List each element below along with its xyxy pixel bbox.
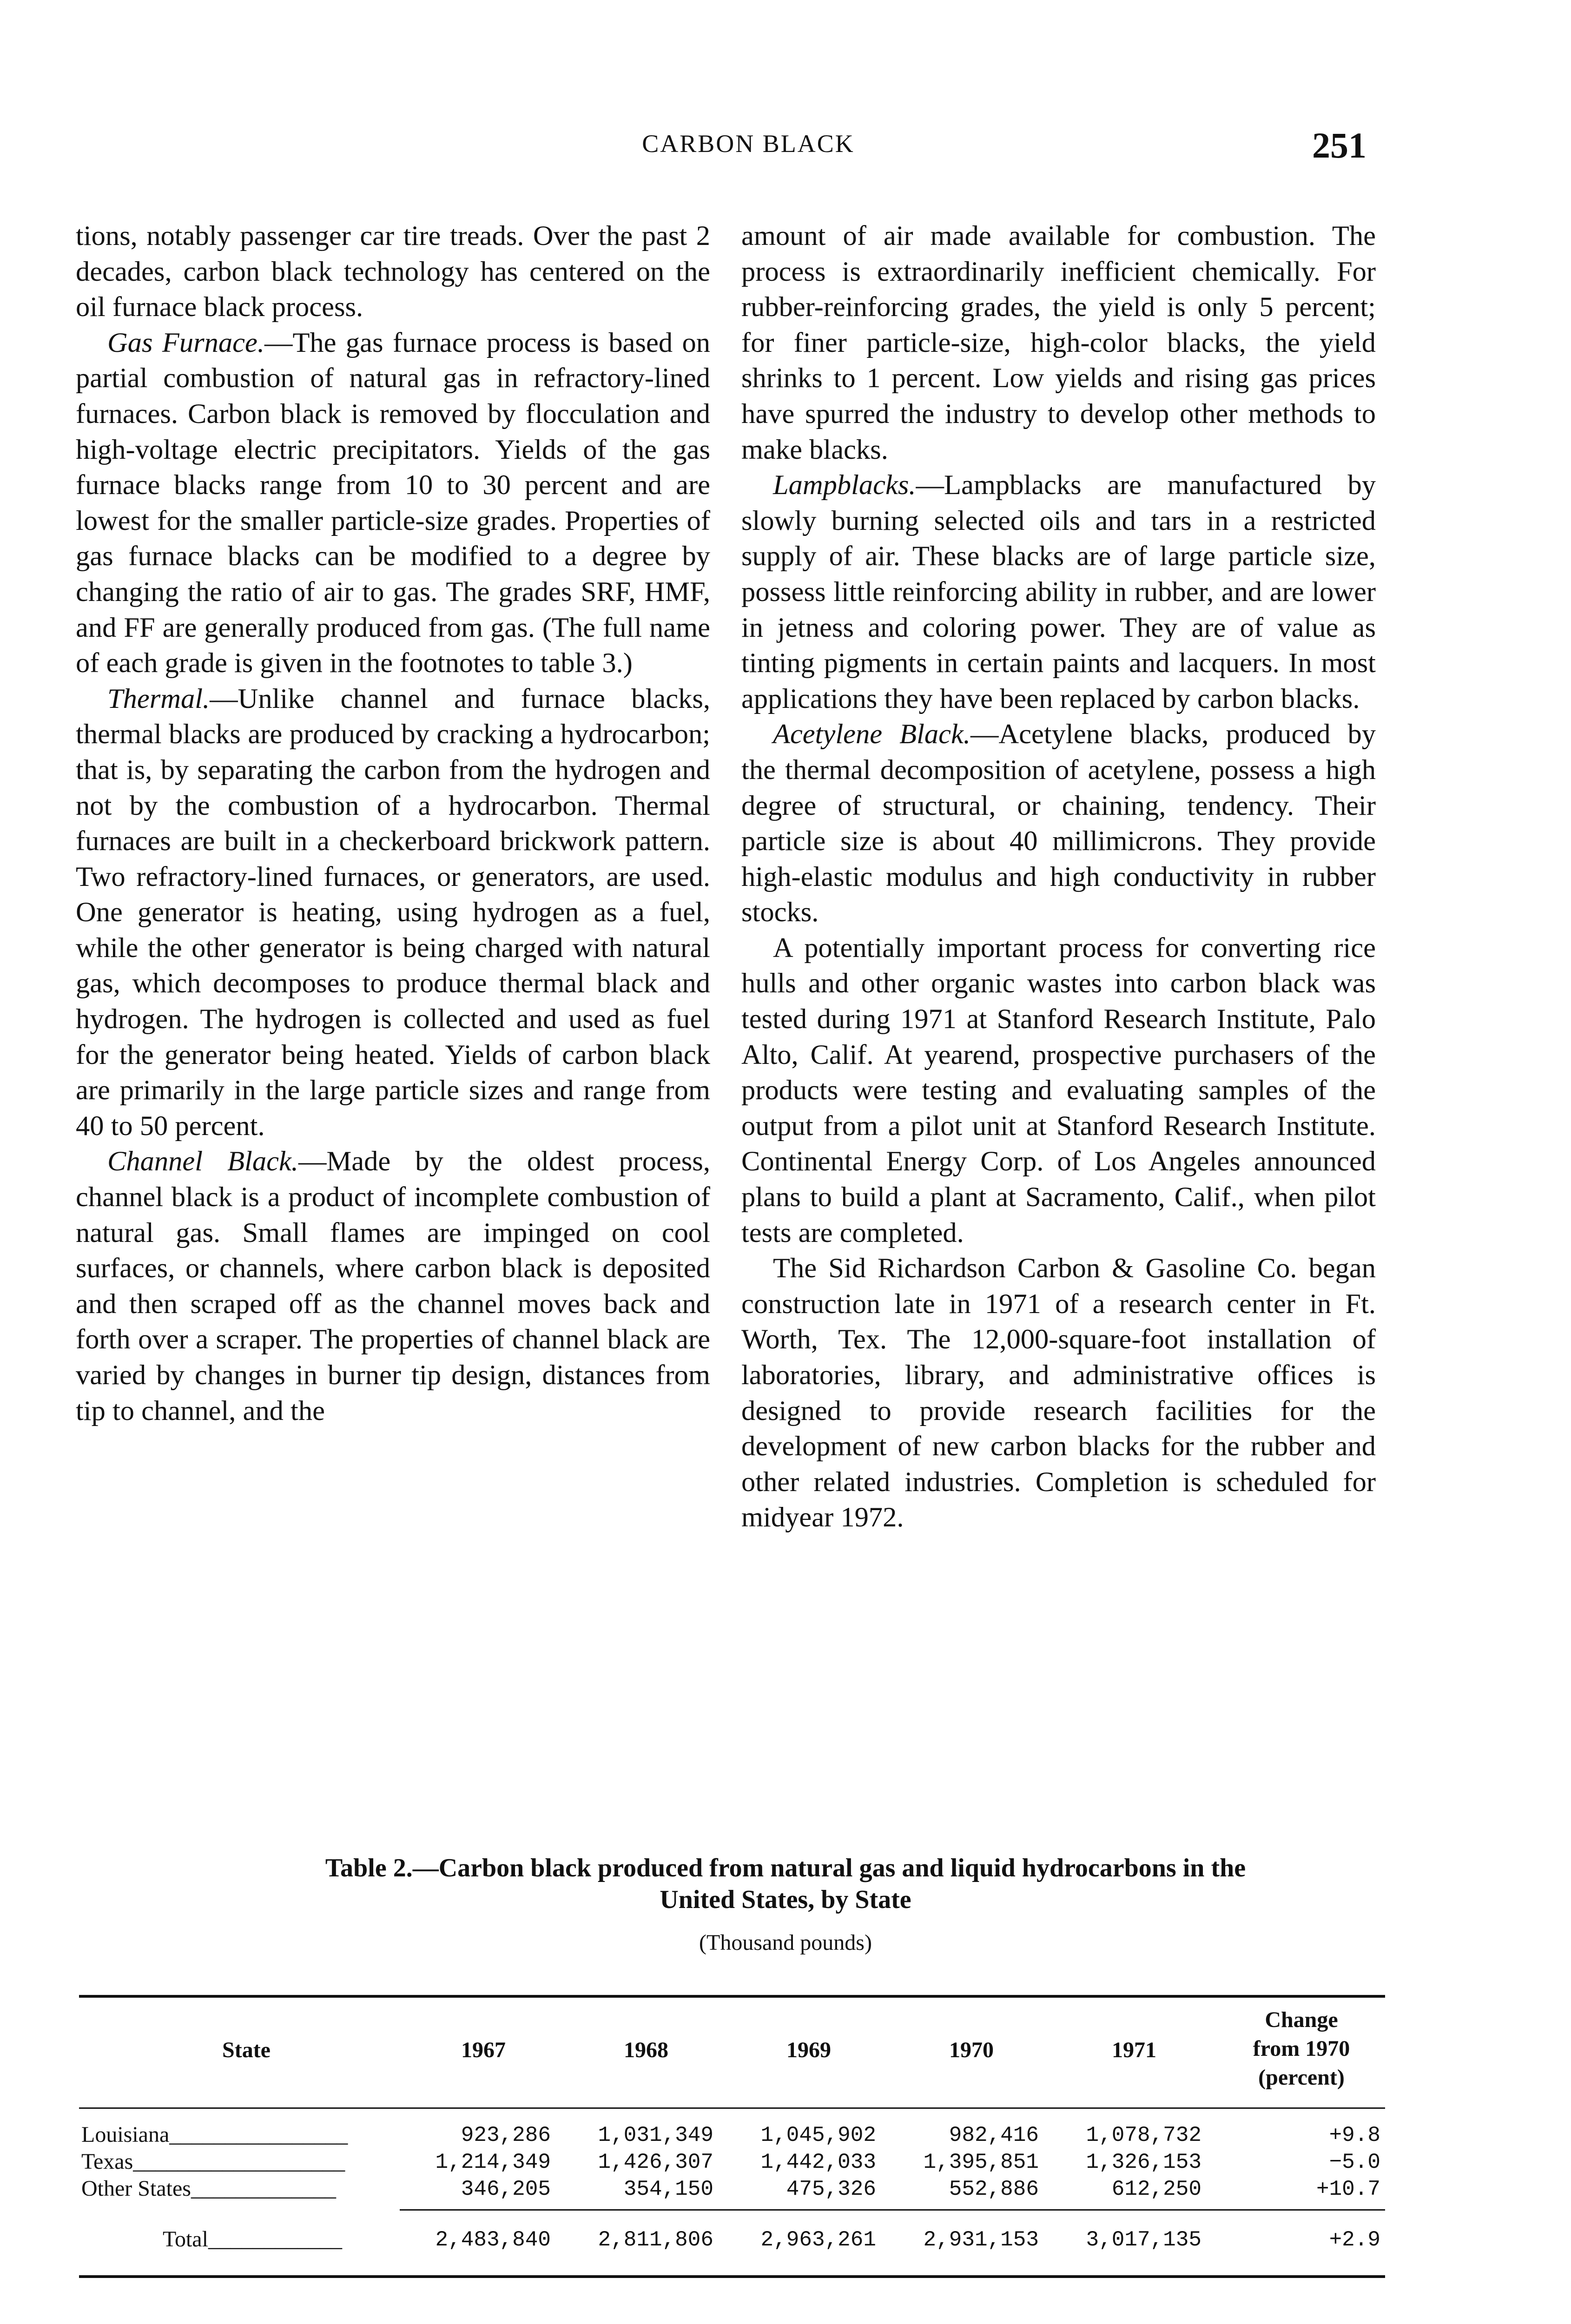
cell-1967: 1,214,349 [435,2150,551,2174]
table-caption-line: United States, by State [660,1885,911,1914]
running-head [0,125,1571,165]
cell-1971: 1,078,732 [1086,2123,1201,2147]
section-title: Acetylene Black. [773,719,970,750]
total-1971: 3,017,135 [1086,2228,1201,2252]
cell-change: +9.8 [1329,2123,1380,2147]
paragraph-rice-hulls: A potentially important process for converting rice hulls and other organic wastes into carbon black was tested during 1971 at Stanford Research Institute, Palo Alto, Calif. At yearend, prospective purchasers of the products were testing and evaluating samples of the output from a pilot unit at Stanford Research Institute. Continental Energy Corp. of Los Angeles announced plans to build a plant at Sacramento, Calif., when pilot tests are completed. [741,932,1376,1248]
header-change [1222,2006,1380,2092]
header-1971: 1971 [1112,2038,1156,2062]
cell-1968: 1,426,307 [598,2150,713,2174]
state-name: Louisiana [81,2122,170,2147]
paragraph: amount of air made available for combustion. The process is extraordinarily inefficient chemically. For rubber-reinforcing grades, the yield is only 5 percent; for finer particle-size, high-color blacks, the yield shrinks to 1 percent. Low yields and rising gas prices have spurred the industry to develop other methods to make blacks. [741,220,1376,465]
cell-1967: 923,286 [461,2123,551,2147]
cell-change: +10.7 [1316,2177,1380,2201]
right-column [741,218,1376,1536]
header-change-line: (percent) [1258,2065,1345,2090]
table-caption [102,1852,1469,1915]
cell-1968: 354,150 [623,2177,713,2201]
total-1970: 2,931,153 [923,2228,1039,2252]
table-bottom-rule [79,2275,1385,2278]
paragraph-channel-black [76,1144,710,1429]
cell-change: −5.0 [1329,2150,1380,2174]
dot-leader: ____________ [208,2227,342,2251]
header-1970: 1970 [949,2038,994,2062]
header-1968: 1968 [624,2038,668,2062]
table-row-state [81,2122,348,2147]
section-title: Thermal. [107,683,210,714]
left-column [76,218,710,1429]
cell-1970: 552,886 [949,2177,1039,2201]
paragraph-text: —The gas furnace process is based on partial combustion of natural gas in refractory-lined furnaces. Carbon black is removed by flocculation and high-voltage electric precipitators. Yields of the gas furnace blacks range from 10 to 30 percent and are lowest for the smaller particle-size grades. Properties of gas furnace blacks can be modified to a degree by changing the ratio of air to gas. The grades SRF, HMF, and FF are generally produced from gas. (The full name of each grade is given in the footnotes to table 3.) [76,327,710,679]
paragraph-text: —Unlike channel and furnace blacks, thermal blacks are produced by cracking a hydrocarbon; that is, by separating the carbon from the hydrogen and not by the combustion of a hydrocarbon. Thermal furnaces are built in a checkerboard brickwork pattern. Two refractory-lined furnaces, or generators, are used. One generator is heating, using hydrogen as a fuel, while the other generator is being charged with natural gas, which decomposes to produce thermal black and hydrogen. The hydrogen is collected and used as fuel for the generator being heated. Yields of carbon black are primarily in the large particle sizes and range from 40 to 50 percent. [76,683,710,1142]
dot-leader: _____________ [191,2176,336,2201]
header-1967: 1967 [461,2038,506,2062]
paragraph-text: —Made by the oldest process, channel black is a product of incomplete combustion of natural gas. Small flames are impinged on cool surfaces, or channels, where carbon black is deposited and then scraped off as the channel moves back and forth over a scraper. The properties of channel black are varied by changes in burner tip design, distances from tip to channel, and the [76,1146,710,1426]
cell-1969: 1,442,033 [760,2150,876,2174]
section-title: Lampblacks. [773,469,916,501]
section-title: Gas Furnace. [107,327,264,358]
cell-1969: 475,326 [786,2177,876,2201]
cell-1971: 612,250 [1111,2177,1201,2201]
dot-leader: ___________________ [133,2149,345,2174]
cell-1970: 1,395,851 [923,2150,1039,2174]
paragraph-text: —Acetylene blacks, produced by the thermal decomposition of acetylene, possess a high degree of structural, or chaining, tendency. Their particle size is about 40 millimicrons. They provide high-elastic modulus and high conductivity in rubber stocks. [741,719,1376,928]
total-1969: 2,963,261 [760,2228,876,2252]
state-name: Other States [81,2176,191,2201]
paragraph-acetylene-black [741,717,1376,931]
table-unit: (Thousand pounds) [699,1930,872,1955]
paragraph-text: —Lampblacks are manufactured by slowly burning selected oils and tars in a restricted supply of air. These blacks are of large particle size, possess little reinforcing ability in rubber, and are lower in jetness and coloring power. They are of value as tinting pigments in certain paints and lacquers. In most applications they have been replaced by carbon blacks. [741,469,1376,714]
paragraph: tions, notably passenger car tire treads. Over the past 2 decades, carbon black technology has centered on the oil furnace black process. [76,220,710,323]
running-title: CARBON BLACK [642,130,855,158]
table-top-rule [79,1995,1385,1998]
table-total-label [163,2226,342,2252]
paragraph-gas-furnace [76,325,710,681]
section-title: Channel Black. [107,1146,298,1177]
table-row-state [81,2176,336,2201]
total-1967: 2,483,840 [435,2228,551,2252]
paragraph-sid-richardson: The Sid Richardson Carbon & Gasoline Co. began construction late in 1971 of a research center in Ft. Worth, Tex. The 12,000-square-foot installation of laboratories, library, and administrative offices is designed to provide research facilities for the development of new carbon blacks for the rubber and other related industries. Completion is scheduled for midyear 1972. [741,1253,1376,1533]
table-header-rule [79,2107,1385,2109]
total-label: Total [163,2227,208,2251]
dot-leader: ________________ [169,2122,348,2147]
paragraph-thermal [76,681,710,1144]
table-row-state [81,2149,345,2174]
table-total-rule [400,2209,1385,2211]
total-1968: 2,811,806 [598,2228,713,2252]
paragraph-lampblacks [741,468,1376,717]
page-number: 251 [1312,125,1366,165]
cell-1970: 982,416 [949,2123,1039,2147]
header-change-line: Change [1265,2007,1338,2032]
header-change-line: from 1970 [1253,2036,1350,2061]
header-state: State [222,2038,271,2062]
cell-1968: 1,031,349 [598,2123,713,2147]
state-name: Texas [81,2149,133,2174]
cell-1971: 1,326,153 [1086,2150,1201,2174]
table-caption-line: Table 2.—Carbon black produced from natural gas and liquid hydrocarbons in the [325,1854,1246,1882]
cell-1967: 346,205 [461,2177,551,2201]
header-1969: 1969 [786,2038,831,2062]
total-change: +2.9 [1329,2228,1380,2252]
cell-1969: 1,045,902 [760,2123,876,2147]
